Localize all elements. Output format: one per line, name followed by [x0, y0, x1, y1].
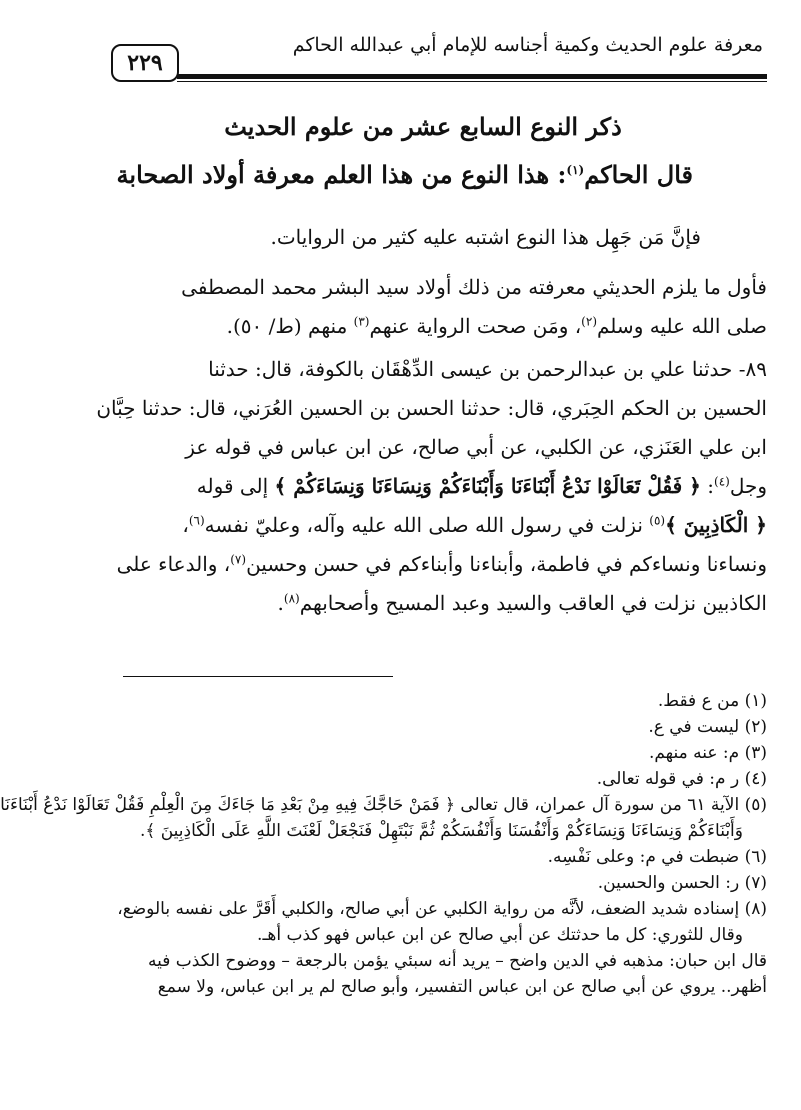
- section-subtitle: [85, 160, 693, 189]
- text-line: [75, 467, 767, 506]
- header-rule-thin: [177, 81, 767, 82]
- footnote-ref: (٨): [283, 591, 300, 606]
- text-line: [75, 307, 767, 346]
- paragraph-prophet-children: [75, 268, 767, 346]
- text-span: منهم (ط/ ٥٠).: [226, 314, 354, 338]
- text-span: ونساءنا ونساءكم في فاطمة، وأبناءنا وأبناءكم في حسن وحسين: [246, 552, 767, 576]
- text-line: الحسين بن الحكم الحِبَري، قال: حدثنا الحسن بن الحسين العُرَني، قال: حدثنا حِبَّان: [96, 396, 767, 420]
- footnote-8-continued: أظهر.. يروي عن أبي صالح عن ابن عباس التفسير، وأبو صالح لم ير ابن عباس، ولا سمع: [157, 977, 767, 997]
- text-line: فأول ما يلزم الحديثي معرفته من ذلك أولاد سيد البشر محمد المصطفى: [181, 275, 767, 299]
- text-span: صلى الله عليه وسلم: [597, 314, 767, 338]
- footnote-ref: (٦): [188, 513, 205, 528]
- footnote-ref: (٥): [649, 513, 666, 528]
- section-title: ذكر النوع السابع عشر من علوم الحديث: [224, 112, 622, 141]
- subtitle-text: : هذا النوع من هذا العلم معرفة أولاد الصحابة: [116, 160, 567, 189]
- running-header: [111, 28, 767, 84]
- footnote-4: (٤) ر م: في قوله تعالى.: [596, 769, 767, 789]
- footnote-6: (٦) ضبطت في م: وعلى نَفْسِه.: [547, 847, 767, 867]
- footnote-7: (٧) ر: الحسن والحسين.: [597, 873, 767, 893]
- text-line: ابن علي العَنَزي، عن الكلبي، عن أبي صالح، عن ابن عباس في قوله عز: [185, 435, 767, 459]
- footnote-ref: (٢): [581, 314, 597, 329]
- footnotes: [0, 688, 767, 1000]
- subtitle-prefix: قال الحاكم: [584, 160, 693, 189]
- text-span: ،: [182, 513, 189, 537]
- footnote-ref: (٣): [353, 314, 370, 329]
- footnote-8: (٨) إسناده شديد الضعف، لأنَّه من رواية الكلبي عن أبي صالح، والكلبي أَقَرَّ على نفسه بالوضع،: [117, 899, 767, 919]
- quran-verse: ﴿ الْكَاذِبِينَ ﴾: [665, 513, 767, 537]
- footnote-1: (١) من ع فقط.: [657, 691, 767, 711]
- footnote-5: (٥) الآية ٦١ من سورة آل عمران، قال تعالى ﴿ فَمَنْ حَاجَّكَ فِيهِ مِنْ بَعْدِ مَا جَاءَكَ مِنَ الْعِلْمِ فَقُلْ تَعَالَوْا نَدْعُ أَبْنَاءَنَا: [0, 795, 767, 815]
- footnote-ref: (١): [566, 163, 585, 177]
- text-span: ، والدعاء على: [116, 552, 231, 576]
- text-span: وجل: [729, 474, 767, 498]
- page-number: ٢٢٩: [111, 44, 179, 82]
- text-span: الكاذبين نزلت في العاقب والسيد وعبد المسيح وأصحابهم: [299, 591, 767, 615]
- text-span: :: [700, 474, 714, 498]
- text-span: نزلت في رسول الله صلى الله عليه وآله، وعليّ نفسه: [204, 513, 650, 537]
- text-line: [75, 584, 767, 623]
- footnote-8-continued: قال ابن حبان: مذهبه في الدين واضح – يريد أنه سبئي يؤمن بالرجعة – ووضوح الكذب فيه: [148, 951, 767, 971]
- footnote-8-continued: وقال للثوري: كل ما حدثتك عن أبي صالح عن ابن عباس فهو كذب أهـ.: [257, 925, 743, 945]
- quran-verse: ﴿ فَقُلْ تَعَالَوْا نَدْعُ أَبْنَاءَنَا وَأَبْنَاءَكُمْ وَنِسَاءَنَا وَنِسَاءَكُمْ ﴾: [274, 474, 701, 498]
- intro-line: فإنَّ مَن جَهِل هذا النوع اشتبه عليه كثير من الروايات.: [270, 225, 701, 249]
- footnote-ref: (٧): [230, 552, 247, 567]
- intro-paragraph: [75, 218, 701, 257]
- footnote-3: (٣) م: عنه منهم.: [648, 743, 767, 763]
- footnote-ref: (٤): [714, 474, 730, 489]
- text-span: إلى قوله: [196, 474, 275, 498]
- text-line: [75, 506, 767, 545]
- footnote-separator: [123, 676, 393, 677]
- running-title: معرفة علوم الحديث وكمية أجناسه للإمام أبي عبدالله الحاكم: [292, 34, 763, 56]
- footnote-2: (٢) ليست في ع.: [648, 717, 767, 737]
- text-line: [75, 545, 767, 584]
- header-rule-thick: [177, 74, 767, 79]
- hadith-89: [75, 350, 767, 623]
- text-span: .: [277, 591, 284, 615]
- text-span: ، ومَن صحت الرواية عنهم: [369, 314, 582, 338]
- footnote-5-continued: وَأَبْنَاءَكُمْ وَنِسَاءَنَا وَنِسَاءَكُمْ وَأَنْفُسَنَا وَأَنْفُسَكُمْ ثُمَّ نَبْتَهِلْ فَنَجْعَلْ لَعْنَتَ اللَّهِ عَلَى الْكَاذِبِينَ ﴾.: [139, 821, 743, 841]
- text-line: ٨٩- حدثنا علي بن عبدالرحمن بن عيسى الدِّهْقَان بالكوفة، قال: حدثنا: [208, 357, 767, 381]
